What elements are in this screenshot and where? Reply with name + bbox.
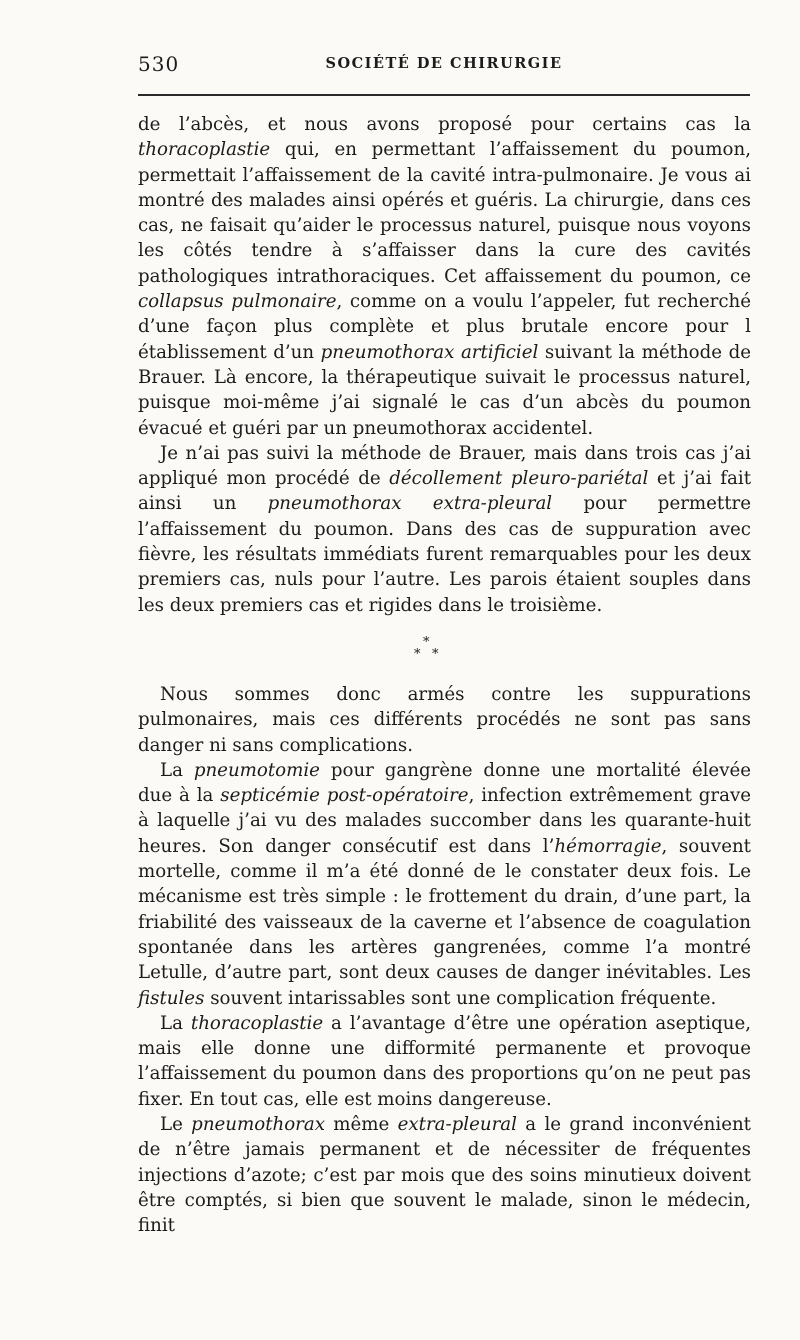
page-header: [138, 52, 750, 76]
section-separator-asterism: [400, 636, 460, 664]
paragraph: La pneumotomie pour gangrène donne une mortalité élevée due à la septicémie post-opératoire, infection extrêmement grave à laquelle j’ai vu des malades succomber dans les quarante-huit heures. Son danger consécutif est dans l’hémorragie, souvent mortelle, comme il m’a été donné de le constater deux fois. Le mécanisme est très simple : le frottement du drain, d’une part, la friabilité des vaisseaux de la caverne et l’absence de coagulation spontanée dans les artères gangrenées, comme l’a montré Letulle, d’autre part, sont deux causes de danger inévitables. Les fistules souvent intarissables sont une complication fréquente.: [138, 759, 752, 1009]
italic-term: pneumothorax artificiel: [320, 341, 539, 363]
italic-term: pneumothorax: [191, 1114, 325, 1136]
italic-term: hémorragie: [554, 835, 662, 857]
header-rule: [138, 94, 750, 96]
italic-term: thoracoplastie: [190, 1012, 324, 1034]
italic-term: thoracoplastie: [138, 139, 271, 161]
italic-term: extra-pleural: [397, 1114, 517, 1136]
separator-star: *: [423, 635, 430, 650]
paragraph: Le pneumothorax même extra-pleural a le grand inconvénient de n’être jamais permanent et de nécessiter de fréquentes injections d’azote; c’est par mois que des soins minutieux doivent être comptés, si bien que souvent le malade, sinon le médecin, finit: [138, 1114, 751, 1237]
paragraph: de l’abcès, et nous avons proposé pour certains cas la thoracoplastie qui, en permettant l’affaissement du poumon, permettait l’affaissement de la cavité intra-pulmonaire. Je vous ai montré des malades ainsi opérés et guéris. La chirurgie, dans ces cas, ne faisait qu’aider le processus naturel, puisque nous voyons les côtés tendre à s’affaisser dans la cure des cavités pathologiques intrathoraciques. Cet affaissement du poumon, ce collapsus pulmonaire, comme on a voulu l’appeler, fut recherché d’une façon plus complète et plus brutale encore pour l établissement d’un pneumothorax artificiel suivant la méthode de Brauer. Là encore, la thérapeutique suivait le processus naturel, puisque moi-même j’ai signalé le cas d’un abcès du poumon évacué et guéri par un pneumothorax accidentel.: [138, 114, 751, 439]
italic-term: pneumotomie: [193, 759, 320, 781]
text-block-lower: [138, 682, 751, 1239]
paragraph: La thoracoplastie a l’avantage d’être une opération aseptique, mais elle donne une difformité permanente et provoque l’affaissement du poumon dans des proportions qu’on ne peut pas fixer. En tout cas, elle est moins dangereuse.: [138, 1012, 752, 1110]
italic-term: décollement pleuro-pariétal: [389, 468, 649, 490]
running-title: SOCIÉTÉ DE CHIRURGIE: [325, 55, 563, 72]
paragraph: Nous sommes donc armés contre les suppurations pulmonaires, mais ces différents procédés ne sont pas sans danger ni sans complications.: [138, 684, 751, 756]
text-block-upper: [138, 112, 751, 618]
italic-term: septicémie post-opératoire: [220, 785, 469, 807]
paragraph: Je n’ai pas suivi la méthode de Brauer, mais dans trois cas j’ai appliqué mon procédé de décollement pleuro-pariétal et j’ai fait ainsi un pneumothorax extra-pleural pour permettre l’affaissement du poumon. Dans des cas de suppuration avec fièvre, les résultats immédiats furent remarquables pour les deux premiers cas, nuls pour l’autre. Les parois étaient souples dans les deux premiers cas et rigides dans le troisième.: [138, 442, 752, 616]
page-number: 530: [138, 52, 180, 76]
italic-term: pneumothorax extra-pleural: [267, 493, 553, 515]
italic-term: fistules: [138, 987, 205, 1009]
separator-star: *: [414, 647, 421, 662]
italic-term: collapsus pulmonaire: [138, 291, 337, 313]
separator-star: *: [432, 647, 439, 662]
